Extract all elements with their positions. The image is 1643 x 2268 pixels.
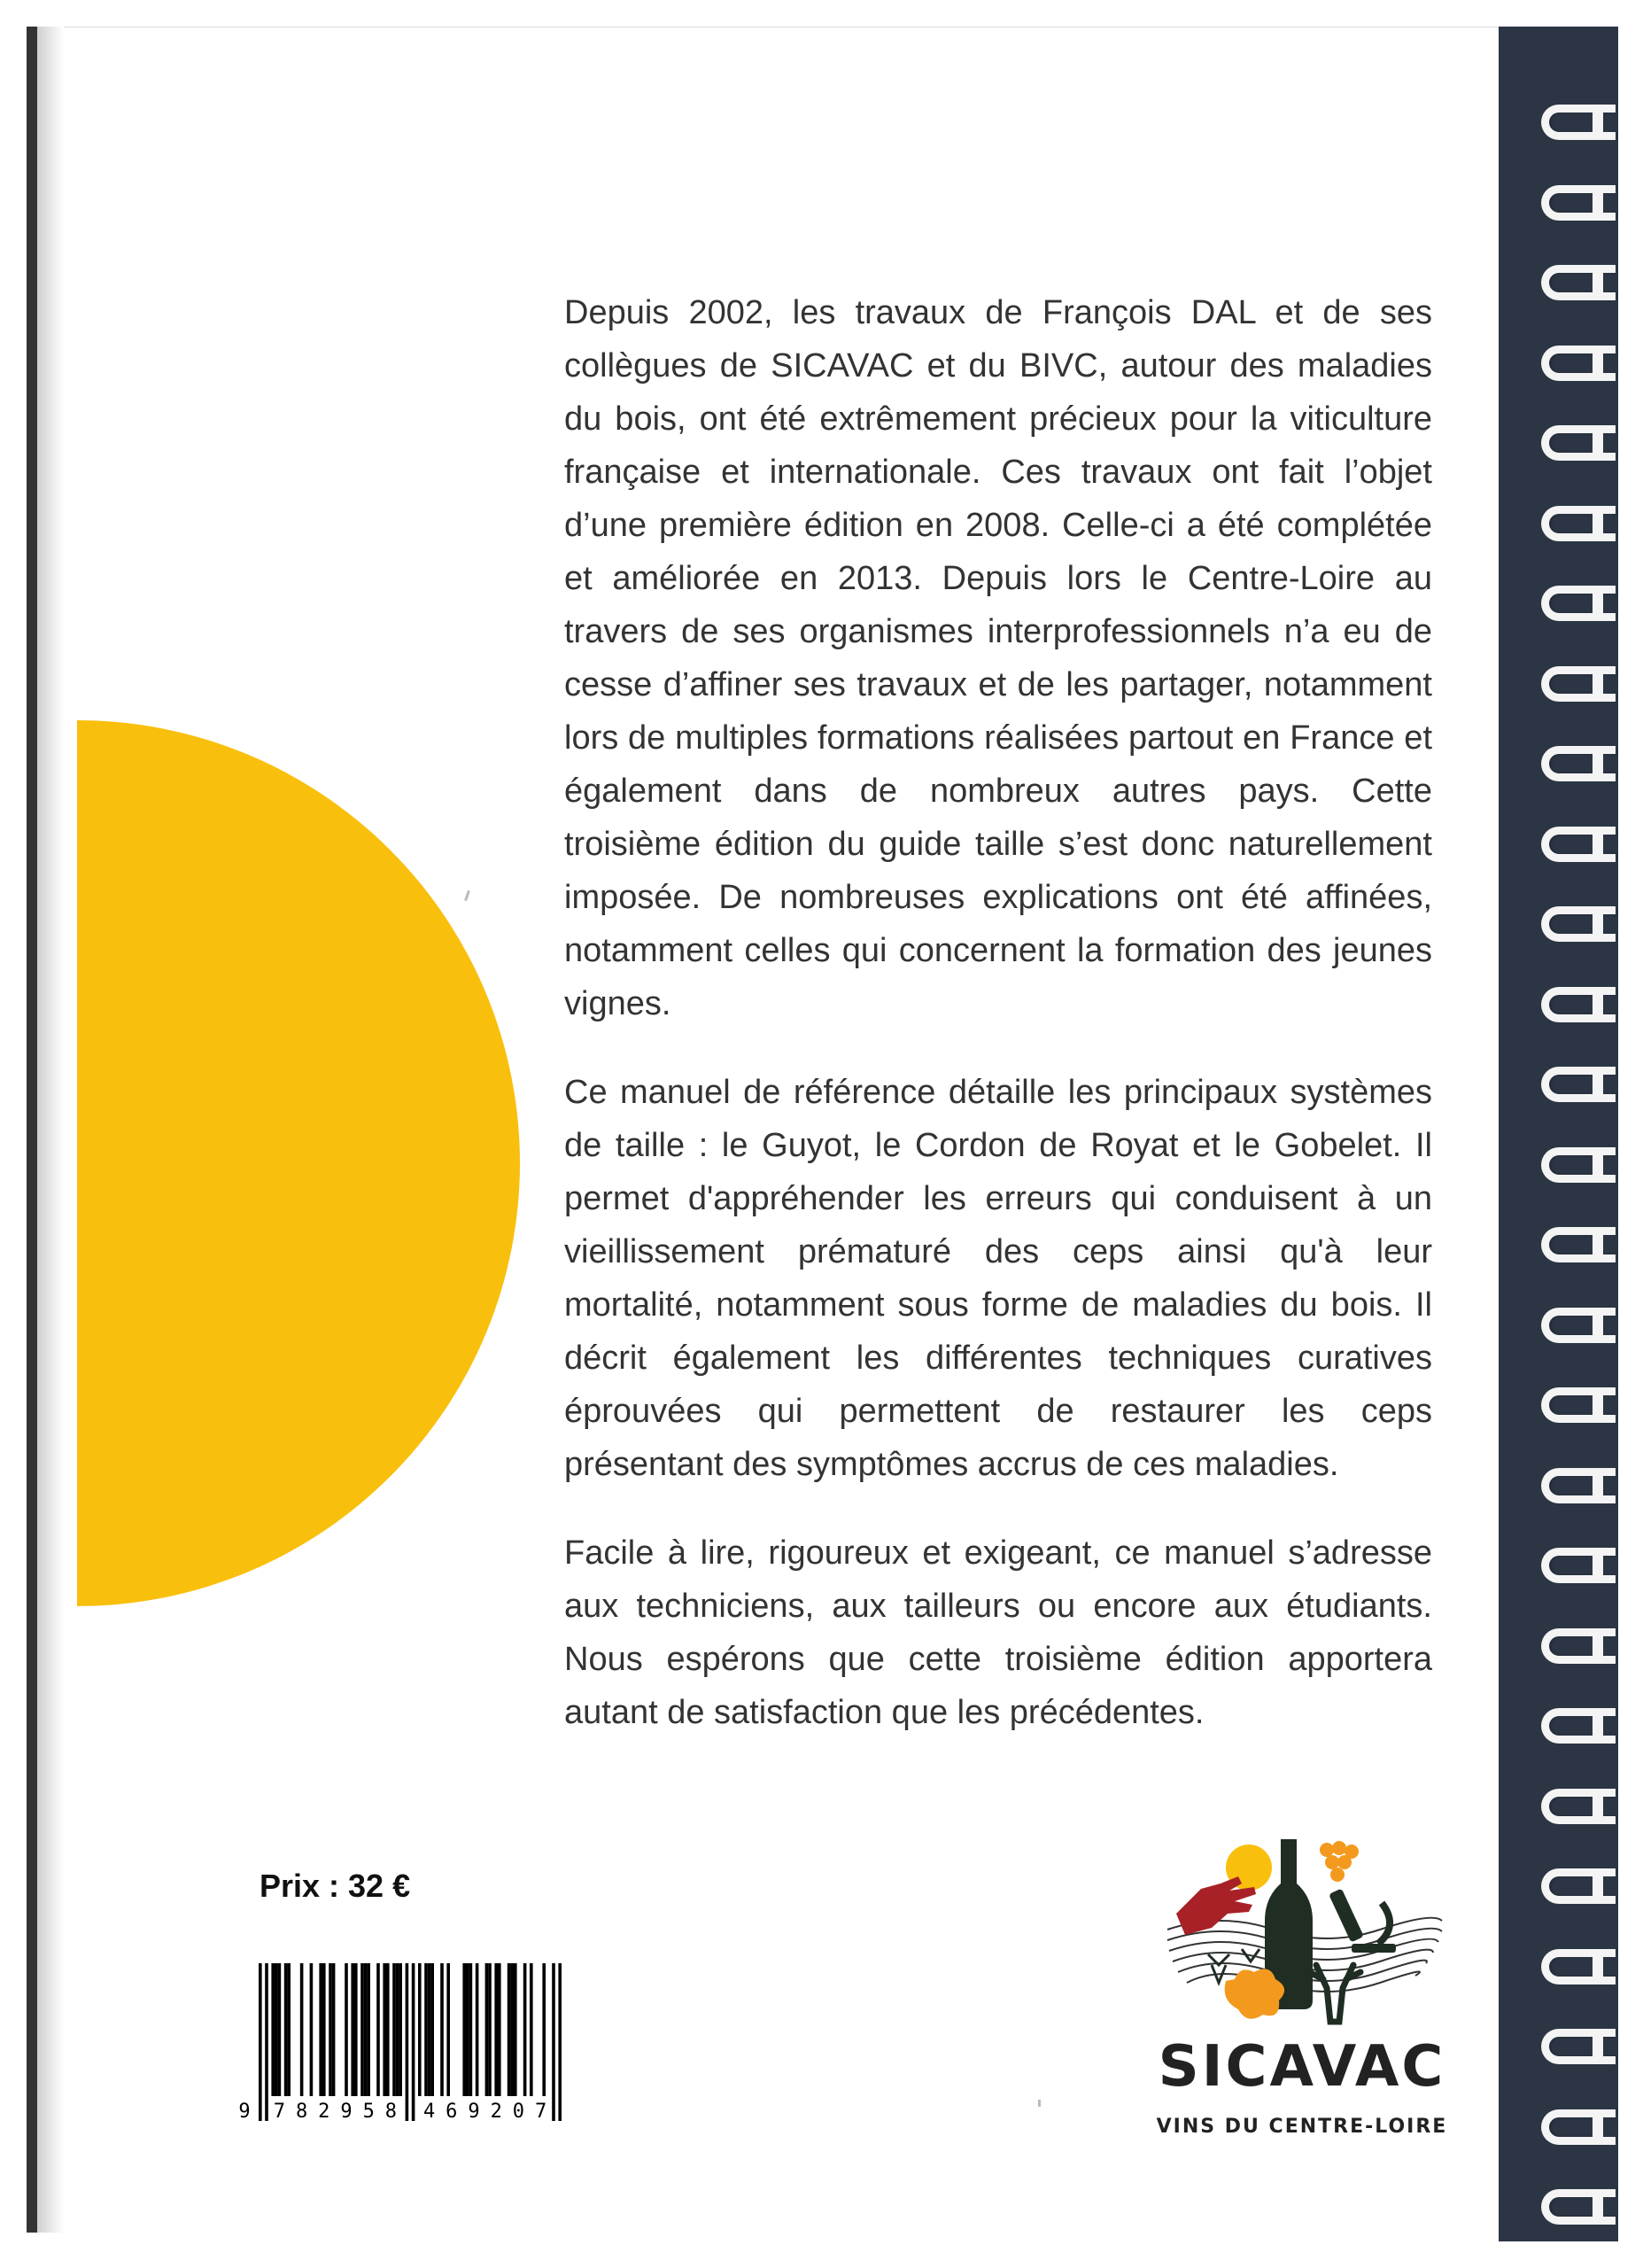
spiral-ring-post xyxy=(1593,2191,1603,2223)
isbn-barcode xyxy=(232,1953,597,2139)
barcode-bar xyxy=(530,1963,533,2096)
deer-antler-icon xyxy=(1309,1965,1360,2022)
spiral-ring xyxy=(1541,1227,1616,1262)
grape-cluster-icon xyxy=(1320,1841,1359,1882)
spiral-ring xyxy=(1541,425,1616,461)
yellow-half-circle xyxy=(77,720,520,1606)
barcode-bar xyxy=(319,1963,322,2096)
barcode-bar xyxy=(476,1963,479,2096)
barcode-bar xyxy=(418,1963,422,2096)
spiral-ring-post xyxy=(1593,1470,1603,1502)
barcode-digit: 6 xyxy=(446,2101,458,2123)
spiral-ring xyxy=(1541,1147,1616,1183)
barcode-bar xyxy=(424,1963,428,2096)
barcode-bar xyxy=(351,1963,354,2096)
barcode-bar xyxy=(558,1963,562,2121)
spiral-ring-post xyxy=(1593,1710,1603,1742)
scan-speck xyxy=(1038,2100,1041,2107)
spiral-ring xyxy=(1541,1949,1616,1984)
spiral-ring-post xyxy=(1593,1389,1603,1421)
barcode-bar xyxy=(462,1963,466,2096)
spiral-ring-post xyxy=(1593,1309,1603,1341)
spiral-ring xyxy=(1541,1308,1616,1343)
spiral-ring xyxy=(1541,586,1616,621)
barcode-digit: 9 xyxy=(238,2101,251,2123)
barcode-digit: 8 xyxy=(384,2101,398,2123)
spiral-ring-post xyxy=(1593,2031,1603,2062)
spiral-ring-post xyxy=(1593,1951,1603,1983)
spiral-ring xyxy=(1541,906,1616,942)
barcode-bar xyxy=(396,1963,399,2096)
spiral-ring xyxy=(1541,1708,1616,1744)
spiral-ring xyxy=(1541,2109,1616,2145)
barcode-bar xyxy=(310,1963,314,2096)
barcode-bar xyxy=(430,1963,434,2096)
barcode-digit: 7 xyxy=(273,2101,286,2123)
barcode-bar xyxy=(523,1963,527,2096)
microscope-icon xyxy=(1329,1888,1396,1953)
barcode-digit: 4 xyxy=(422,2101,436,2123)
barcode-bar xyxy=(542,1963,546,2096)
spiral-ring-post xyxy=(1593,2111,1603,2143)
scan-speck xyxy=(464,890,470,901)
spiral-ring-post xyxy=(1593,508,1603,540)
barcode-bar xyxy=(376,1963,380,2096)
barcode-bar xyxy=(399,1963,402,2096)
spiral-ring-post xyxy=(1593,1229,1603,1261)
barcode-bar xyxy=(364,1963,368,2096)
book-edge-dark xyxy=(27,27,37,2233)
barcode-bar xyxy=(287,1963,291,2096)
spiral-ring-post xyxy=(1593,668,1603,700)
barcode-bar xyxy=(386,1963,390,2096)
barcode-bar xyxy=(552,1963,555,2121)
paragraph-1: Depuis 2002, les travaux de François DAL et de ses collègues de SICAVAC et du BIVC, autour des maladies du bois, ont été extrêmement précieux pour la viticulture française et internationale. Ces travaux ont fait l’objet d’une première édition en 2008. Celle-ci a été complétée et améliorée en 2013. Depuis lors le Centre-Loire au travers de ses organismes interprofessionnels n’a eu de cesse d’affiner ses travaux et de les partager, notamment lors de multiples formations réalisées partout en France et également dans de nombreux autres pays. Cette troisième édition du guide taille s’est donc naturellement imposée. De nombreuses explications ont été affinées, notamment celles qui concernent la formation des jeunes vignes. xyxy=(564,294,1432,1022)
barcode-digit: 9 xyxy=(468,2101,480,2123)
barcode-bar xyxy=(428,1963,431,2096)
spiral-ring-post xyxy=(1593,347,1603,379)
barcode-bar xyxy=(383,1963,386,2096)
spiral-ring xyxy=(1541,265,1616,300)
barcode-digit: 5 xyxy=(362,2101,375,2123)
spiral-ring xyxy=(1541,2029,1616,2064)
spiral-ring-post xyxy=(1593,828,1603,860)
sicavac-logo xyxy=(1150,1832,1451,2045)
barcode-bar xyxy=(332,1963,336,2096)
barcode-digits xyxy=(238,2101,546,2123)
spiral-ring xyxy=(1541,1789,1616,1824)
back-cover-text xyxy=(564,286,1432,1775)
barcode-bar xyxy=(466,1963,469,2096)
barcode-bar xyxy=(322,1963,326,2096)
barcode-digit: 7 xyxy=(534,2101,547,2123)
spiral-ring xyxy=(1541,1548,1616,1583)
spiral-ring-post xyxy=(1593,427,1603,459)
barcode-bar xyxy=(367,1963,370,2096)
spiral-ring xyxy=(1541,506,1616,541)
barcode-bar xyxy=(494,1963,498,2096)
spiral-ring xyxy=(1541,346,1616,381)
barcode-bar xyxy=(446,1963,450,2096)
barcode-bar xyxy=(514,1963,517,2096)
barcode-bar xyxy=(284,1963,288,2096)
barcode-digit: 0 xyxy=(512,2101,525,2123)
barcode-bar xyxy=(469,1963,473,2096)
barcode-digit: 2 xyxy=(318,2101,330,2123)
barcode-digit: 9 xyxy=(340,2101,353,2123)
barcode-bar xyxy=(265,1963,268,2121)
paragraph-2: Ce manuel de référence détaille les principaux systèmes de taille : le Guyot, le Cordon de Royat et le Gobelet. Il permet d'appréhender les erreurs qui conduisent à un vieillissement prématuré des ceps ainsi qu'à leur mortalité, notamment sous forme de maladies du bois. Il décrit également les différentes techniques curatives éprouvées qui permettent de restaurer les ceps présentant des symptômes accrus de ces maladies. xyxy=(564,1074,1432,1483)
barcode-bar xyxy=(360,1963,364,2096)
barcode-bar xyxy=(406,1963,409,2121)
spiral-ring xyxy=(1541,746,1616,781)
spiral-ring xyxy=(1541,1868,1616,1904)
spiral-ring-post xyxy=(1593,908,1603,940)
spiral-ring xyxy=(1541,1387,1616,1423)
barcode-bar xyxy=(508,1963,511,2096)
spiral-ring-post xyxy=(1593,106,1603,138)
barcode-bar xyxy=(329,1963,332,2096)
barcode-bar xyxy=(354,1963,358,2096)
barcode-bar xyxy=(259,1963,262,2121)
seedling-icon xyxy=(1208,1954,1229,1983)
spiral-ring xyxy=(1541,1468,1616,1503)
spiral-ring-post xyxy=(1593,1870,1603,1902)
spiral-ring xyxy=(1541,1628,1616,1664)
barcode-digit: 8 xyxy=(295,2101,308,2123)
barcode-bar xyxy=(300,1963,304,2096)
spiral-ring-post xyxy=(1593,267,1603,299)
barcode-bar xyxy=(510,1963,514,2096)
barcode-bar xyxy=(278,1963,282,2096)
spiral-ring xyxy=(1541,987,1616,1022)
barcode-bar xyxy=(440,1963,444,2096)
barcode-digit: 2 xyxy=(490,2101,502,2123)
spiral-ring-post xyxy=(1593,748,1603,780)
price-label: Prix : 32 € xyxy=(260,1868,411,1904)
brand-tagline: VINS DU CENTRE-LOIRE xyxy=(1156,2116,1448,2138)
spiral-ring xyxy=(1541,827,1616,862)
spiral-ring-post xyxy=(1593,1149,1603,1181)
book-edge-shadow xyxy=(37,27,64,2233)
barcode-bar xyxy=(345,1963,348,2096)
barcode-bar xyxy=(271,1963,275,2096)
barcode-bar xyxy=(412,1963,415,2121)
spiral-ring xyxy=(1541,185,1616,221)
spiral-ring-post xyxy=(1593,1550,1603,1581)
barcode-bar xyxy=(485,1963,489,2096)
spiral-ring-post xyxy=(1593,1068,1603,1100)
spiral-ring xyxy=(1541,1067,1616,1102)
paragraph-3: Facile à lire, rigoureux et exigeant, ce manuel s’adresse aux techniciens, aux tailleurs ou encore aux étudiants. Nous espérons que cette troisième édition apportera autant de satisfaction que les précédentes. xyxy=(564,1534,1432,1731)
barcode-bar xyxy=(275,1963,278,2096)
spiral-ring xyxy=(1541,2189,1616,2225)
barcode-bar xyxy=(488,1963,492,2096)
spiral-ring-post xyxy=(1593,587,1603,619)
barcode-bars xyxy=(259,1963,562,2121)
spiral-ring-post xyxy=(1593,1630,1603,1662)
spiral-ring-post xyxy=(1593,1790,1603,1822)
spiral-ring xyxy=(1541,105,1616,140)
spiral-ring xyxy=(1541,666,1616,702)
barcode-bar xyxy=(498,1963,501,2096)
brand-name: SICAVAC xyxy=(1158,2034,1446,2100)
spiral-ring-post xyxy=(1593,187,1603,219)
spiral-ring-post xyxy=(1593,989,1603,1021)
barcode-bar xyxy=(392,1963,396,2096)
